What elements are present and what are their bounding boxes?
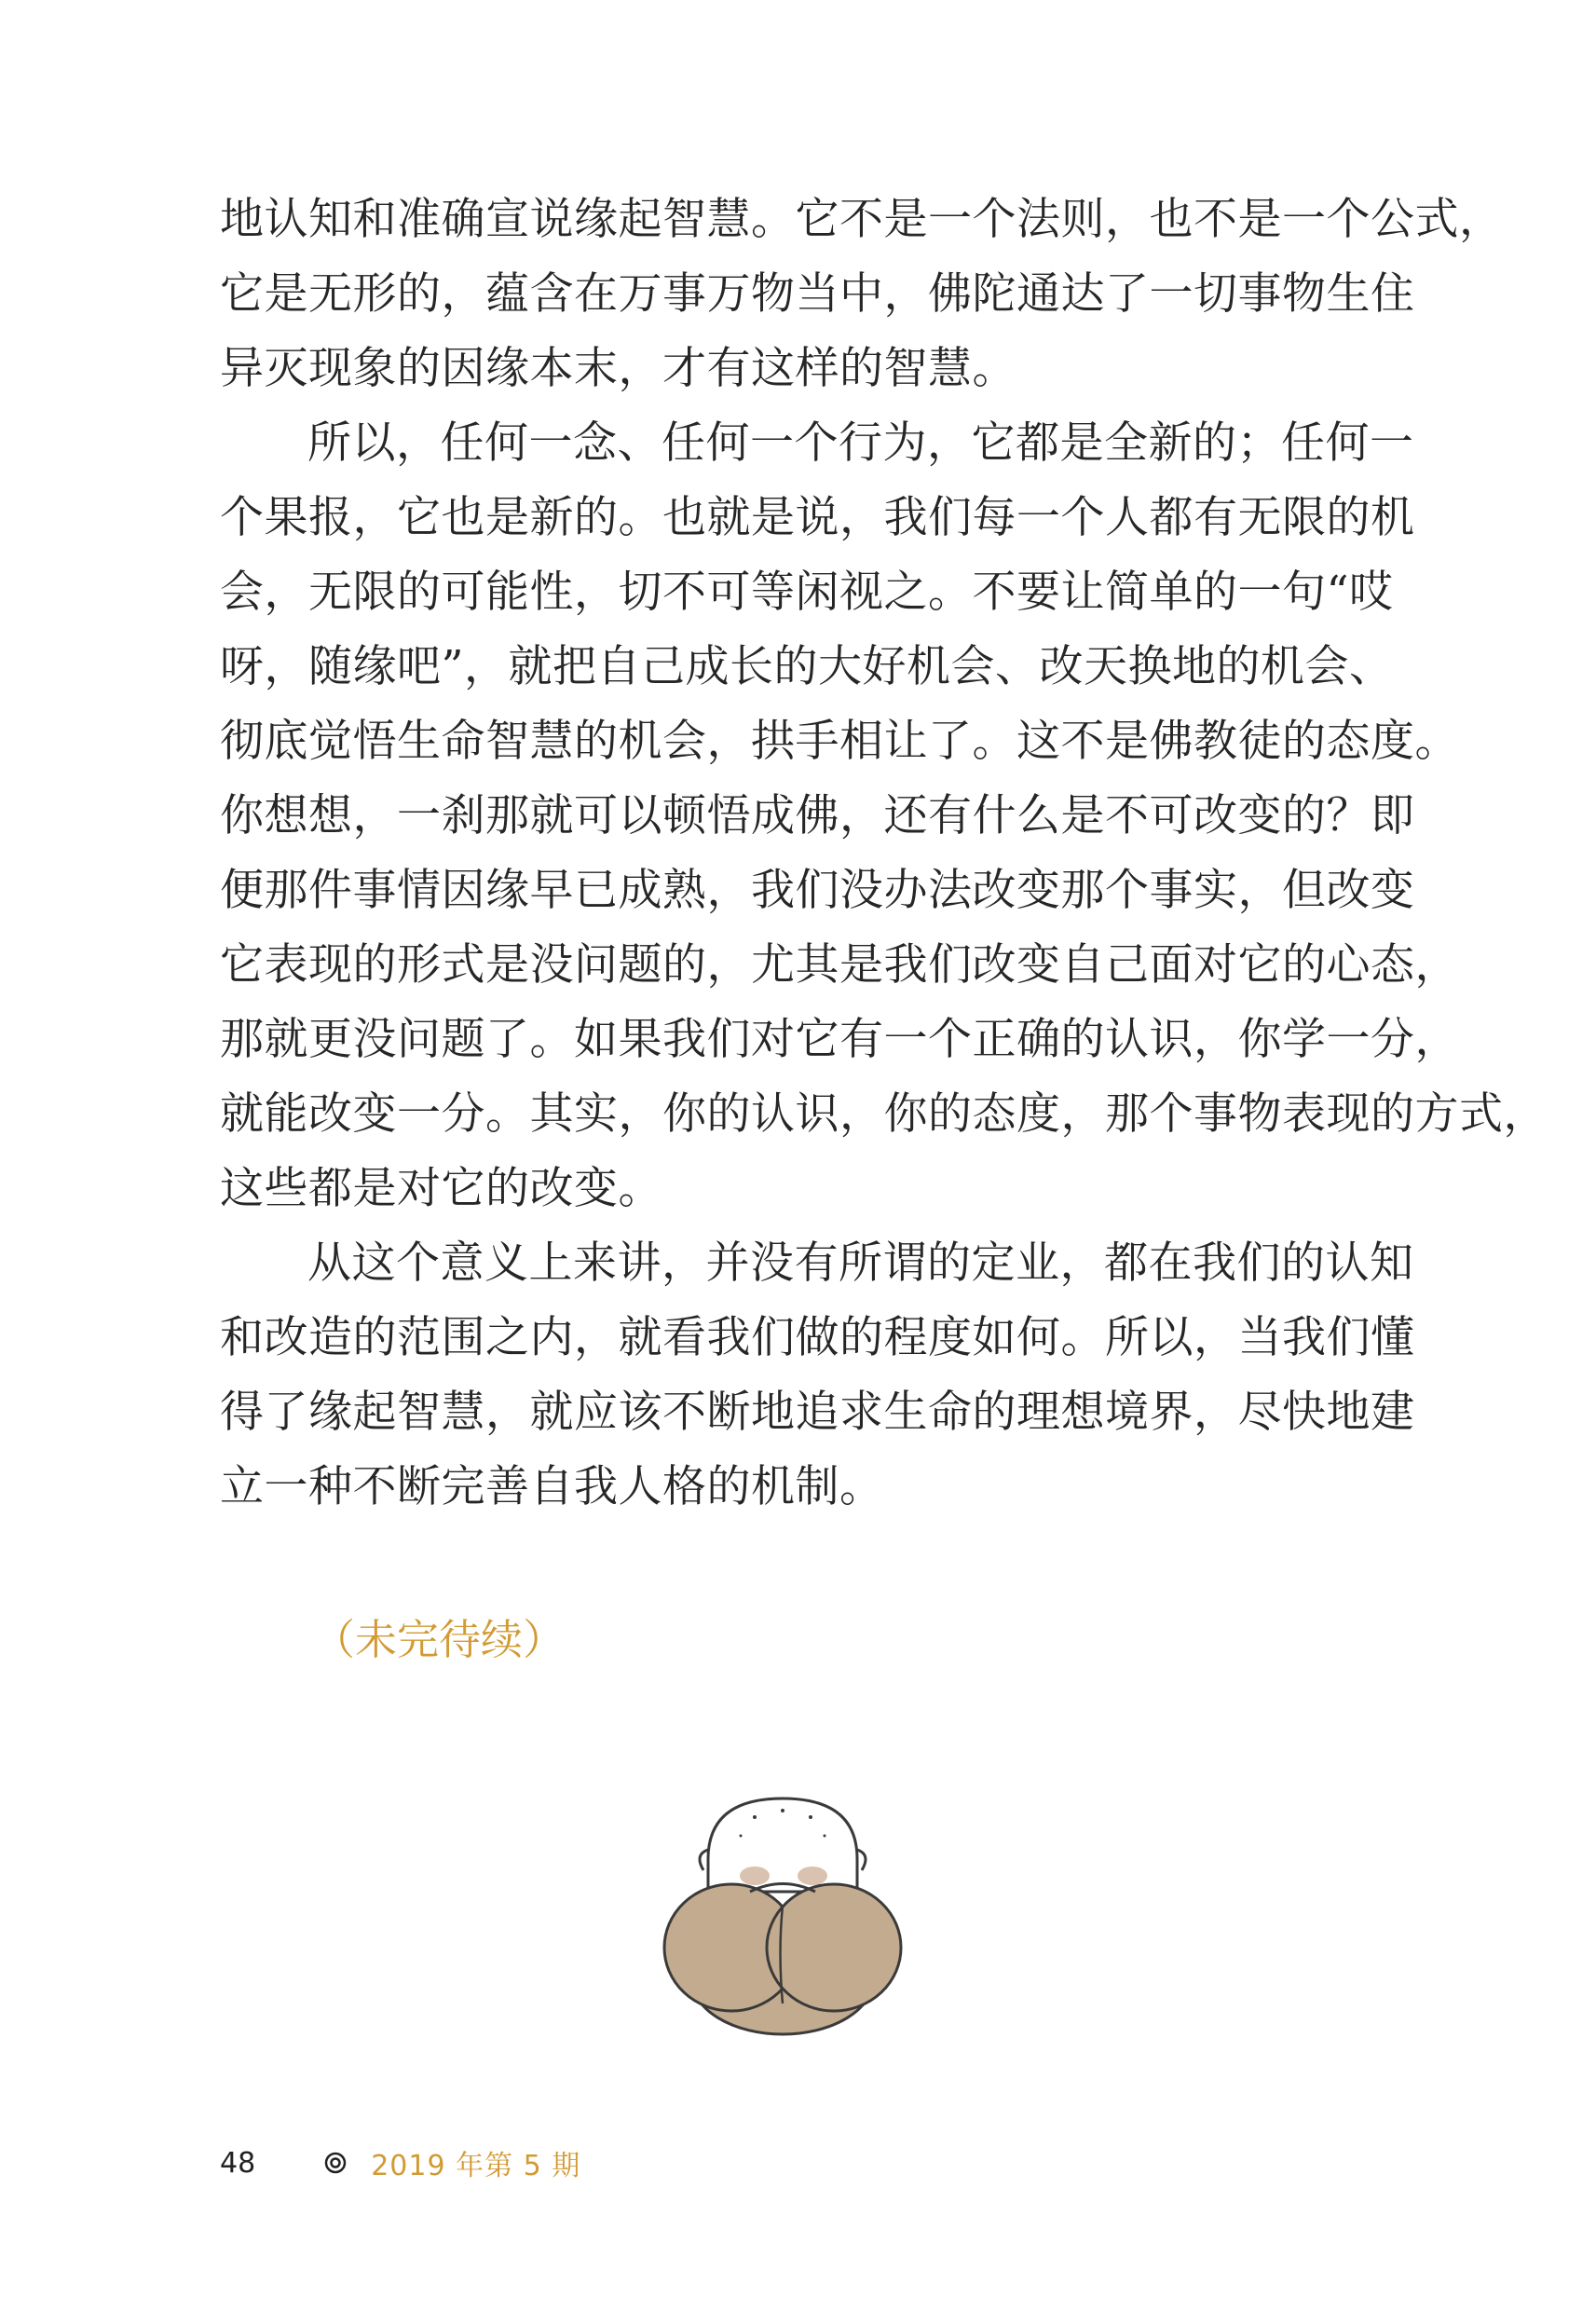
paragraph-line: 从这个意义上来讲，并没有所谓的定业，都在我们的认知 (307, 1238, 1414, 1289)
paragraph-line: 个果报，它也是新的。也就是说，我们每一个人都有无限的机 (220, 492, 1415, 543)
paragraph-line: 彻底觉悟生命智慧的机会，拱手相让了。这不是佛教徒的态度。 (220, 716, 1459, 767)
paragraph-line: 它表现的形式是没问题的，尤其是我们改变自己面对它的心态， (220, 939, 1459, 991)
paragraph-line: 异灭现象的因缘本末，才有这样的智慧。 (220, 343, 1016, 394)
paragraph-line: 得了缘起智慧，就应该不断地追求生命的理想境界，尽快地建 (220, 1387, 1415, 1438)
page-footer (220, 2140, 580, 2186)
paragraph-line: 和改造的范围之内，就看我们做的程度如何。所以，当我们懂 (220, 1312, 1415, 1363)
paragraph-line: 呀，随缘吧”，就把自己成长的大好机会、改天换地的机会、 (220, 641, 1394, 692)
paragraph-line: 所以，任何一念、任何一个行为，它都是全新的；任何一 (307, 417, 1414, 469)
page-number: 48 (220, 2146, 256, 2180)
issue-label: 2019 年第 5 期 (371, 2150, 581, 2182)
paragraph-line: 你想想，一刹那就可以顿悟成佛，还有什么是不可改变的？即 (220, 790, 1415, 841)
to-be-continued-note: （未完待续） (313, 1615, 566, 1664)
paragraph-line: 它是无形的，蕴含在万事万物当中，佛陀通达了一切事物生住 (220, 268, 1415, 320)
paragraph-line: 这些都是对它的改变。 (220, 1163, 662, 1214)
paragraph-line: 立一种不断完善自我人格的机制。 (220, 1461, 884, 1512)
article-body (220, 183, 1548, 1525)
paragraph-line: 那就更没问题了。如果我们对它有一个正确的认识，你学一分， (220, 1014, 1459, 1065)
double-circle-icon (324, 2152, 347, 2174)
monk-hugging-knees-illustration (652, 1766, 913, 2045)
paragraph-line: 会，无限的可能性，切不可等闲视之。不要让简单的一句“哎 (220, 567, 1394, 618)
paragraph-line: 地认知和准确宣说缘起智慧。它不是一个法则，也不是一个公式， (220, 194, 1504, 245)
paragraph-line: 便那件事情因缘早已成熟，我们没办法改变那个事实，但改变 (220, 865, 1415, 916)
paragraph-line: 就能改变一分。其实，你的认识，你的态度，那个事物表现的方式， (220, 1088, 1548, 1140)
